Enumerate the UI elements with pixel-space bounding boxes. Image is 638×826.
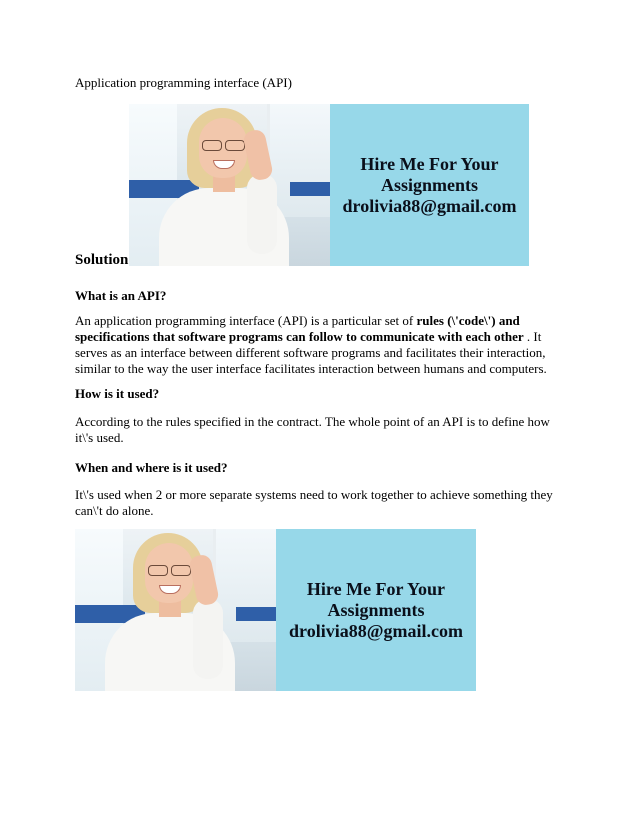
section-paragraph-how: According to the rules specified in the contract. The whole point of an API is to define how it\'s used. (75, 414, 550, 445)
banner-email: drolivia88@gmail.com (289, 620, 463, 641)
document-title: Application programming interface (API) (75, 75, 292, 90)
paragraph-bold-text: rules (\'code\') and specifications that software programs can follow to communicate with each other (75, 313, 524, 344)
section-paragraph-when: It\'s used when 2 or more separate systems need to work together to achieve something they can\'t do alone. (75, 487, 553, 518)
banner-line-1: Hire Me For Your (360, 153, 499, 174)
banner-text-card (330, 104, 529, 266)
banner-line-2: Assignments (327, 599, 425, 620)
hire-me-banner-bottom (75, 529, 476, 691)
section-heading-what: What is an API? (75, 288, 167, 303)
banner-line-2: Assignments (380, 174, 478, 195)
section-heading-how: How is it used? (75, 386, 160, 401)
paragraph-text: . It serves as an interface between different software programs and facilitates their interaction, similar to the way the user interface facilitates interaction between humans and computers. (75, 329, 547, 376)
section-paragraph-what (75, 313, 567, 377)
woman-photo (75, 529, 276, 691)
woman-photo (129, 104, 330, 266)
solution-heading: Solution (75, 252, 129, 268)
banner-line-1: Hire Me For Your (306, 578, 446, 599)
paragraph-text: An application programming interface (API) is a particular set of (75, 313, 417, 328)
banner-email: drolivia88@gmail.com (342, 195, 517, 216)
hire-me-banner-top (129, 104, 529, 266)
banner-text-card (276, 529, 476, 691)
section-heading-when: When and where is it used? (75, 460, 228, 475)
